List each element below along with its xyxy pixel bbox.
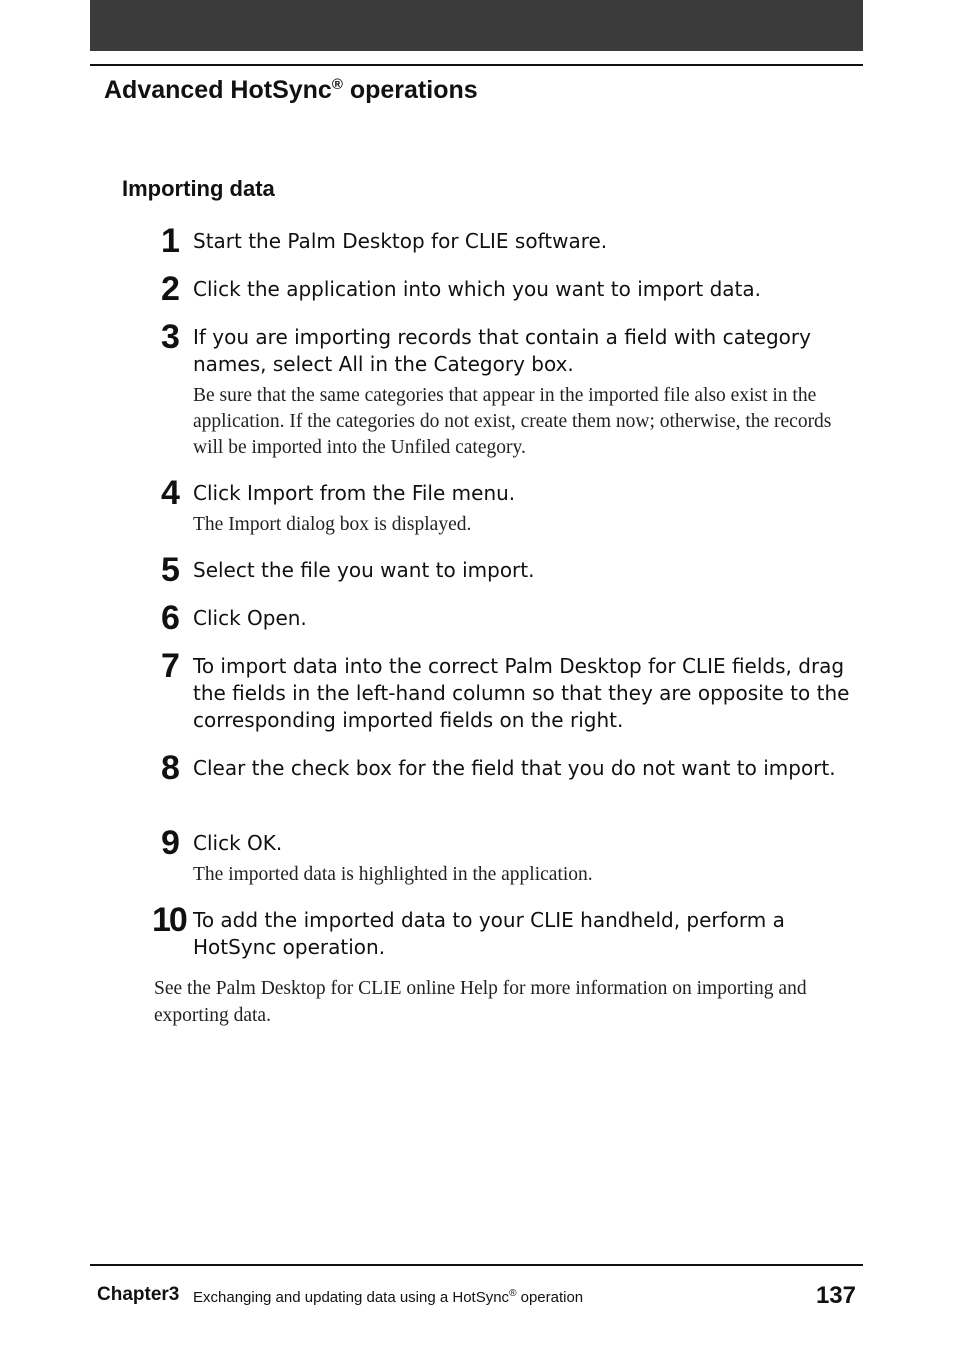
subsection-title: Importing data: [122, 176, 275, 201]
step-9: [150, 824, 862, 888]
step-2: [150, 270, 862, 308]
header-bar: [90, 0, 863, 51]
step-note: The imported data is highlighted in the application.: [193, 864, 593, 885]
footer-rule: [90, 1264, 863, 1266]
step-note: Be sure that the same categories that appear in the imported file also exist in the application. If the categories do not exist, create them now; otherwise, the records will be imported into the Unfiled category.: [193, 385, 832, 458]
step-6: [150, 599, 862, 637]
page-number: 137: [815, 1282, 856, 1309]
step-number: 5: [161, 551, 179, 589]
step-number: 10: [152, 901, 186, 939]
registered-mark: ®: [331, 76, 343, 93]
step-text: To add the imported data to your CLIE handheld, perform a HotSync operation.: [193, 908, 785, 959]
step-text: Start the Palm Desktop for CLIE software.: [193, 229, 608, 253]
step-number: 2: [161, 270, 179, 308]
section-title: Advanced HotSync® operations: [104, 76, 478, 104]
step-text: Select the file you want to import.: [193, 558, 535, 582]
step-text: If you are importing records that contain a field with category names, select All in the Category box.: [193, 325, 811, 376]
step-number: 9: [161, 824, 179, 862]
step-text: Clear the check box for the field that you do not want to import.: [193, 756, 836, 780]
step-text: Click the application into which you want to import data.: [193, 277, 761, 301]
step-5: [150, 551, 862, 589]
step-10: [150, 901, 862, 961]
step-number: 7: [161, 647, 179, 685]
step-3: [150, 318, 862, 461]
step-text: Click Import from the File menu.: [193, 481, 516, 505]
step-1: [150, 222, 862, 260]
step-4: [150, 474, 862, 538]
closing-paragraph: See the Palm Desktop for CLIE online Help for more information on importing and exporting data.: [154, 978, 807, 1026]
step-text: Click OK.: [193, 831, 283, 855]
step-number: 3: [161, 318, 179, 356]
step-number: 6: [161, 599, 179, 637]
step-number: 1: [161, 222, 179, 260]
step-number: 4: [161, 474, 179, 512]
step-8: [150, 749, 862, 787]
registered-mark: ®: [509, 1288, 517, 1299]
step-text: Click Open.: [193, 606, 307, 630]
step-note: The Import dialog box is displayed.: [193, 514, 472, 535]
step-number: 8: [161, 749, 179, 787]
step-7: [150, 647, 862, 734]
step-text: To import data into the correct Palm Desktop for CLIE fields, drag the fields in the left-hand column so that they are opposite to the corresponding imported fields on the right.: [193, 654, 850, 732]
footer-chapter: Chapter3: [97, 1284, 180, 1305]
header-rule: [90, 64, 863, 66]
footer-description: Exchanging and updating data using a HotSync® operation: [193, 1288, 584, 1306]
